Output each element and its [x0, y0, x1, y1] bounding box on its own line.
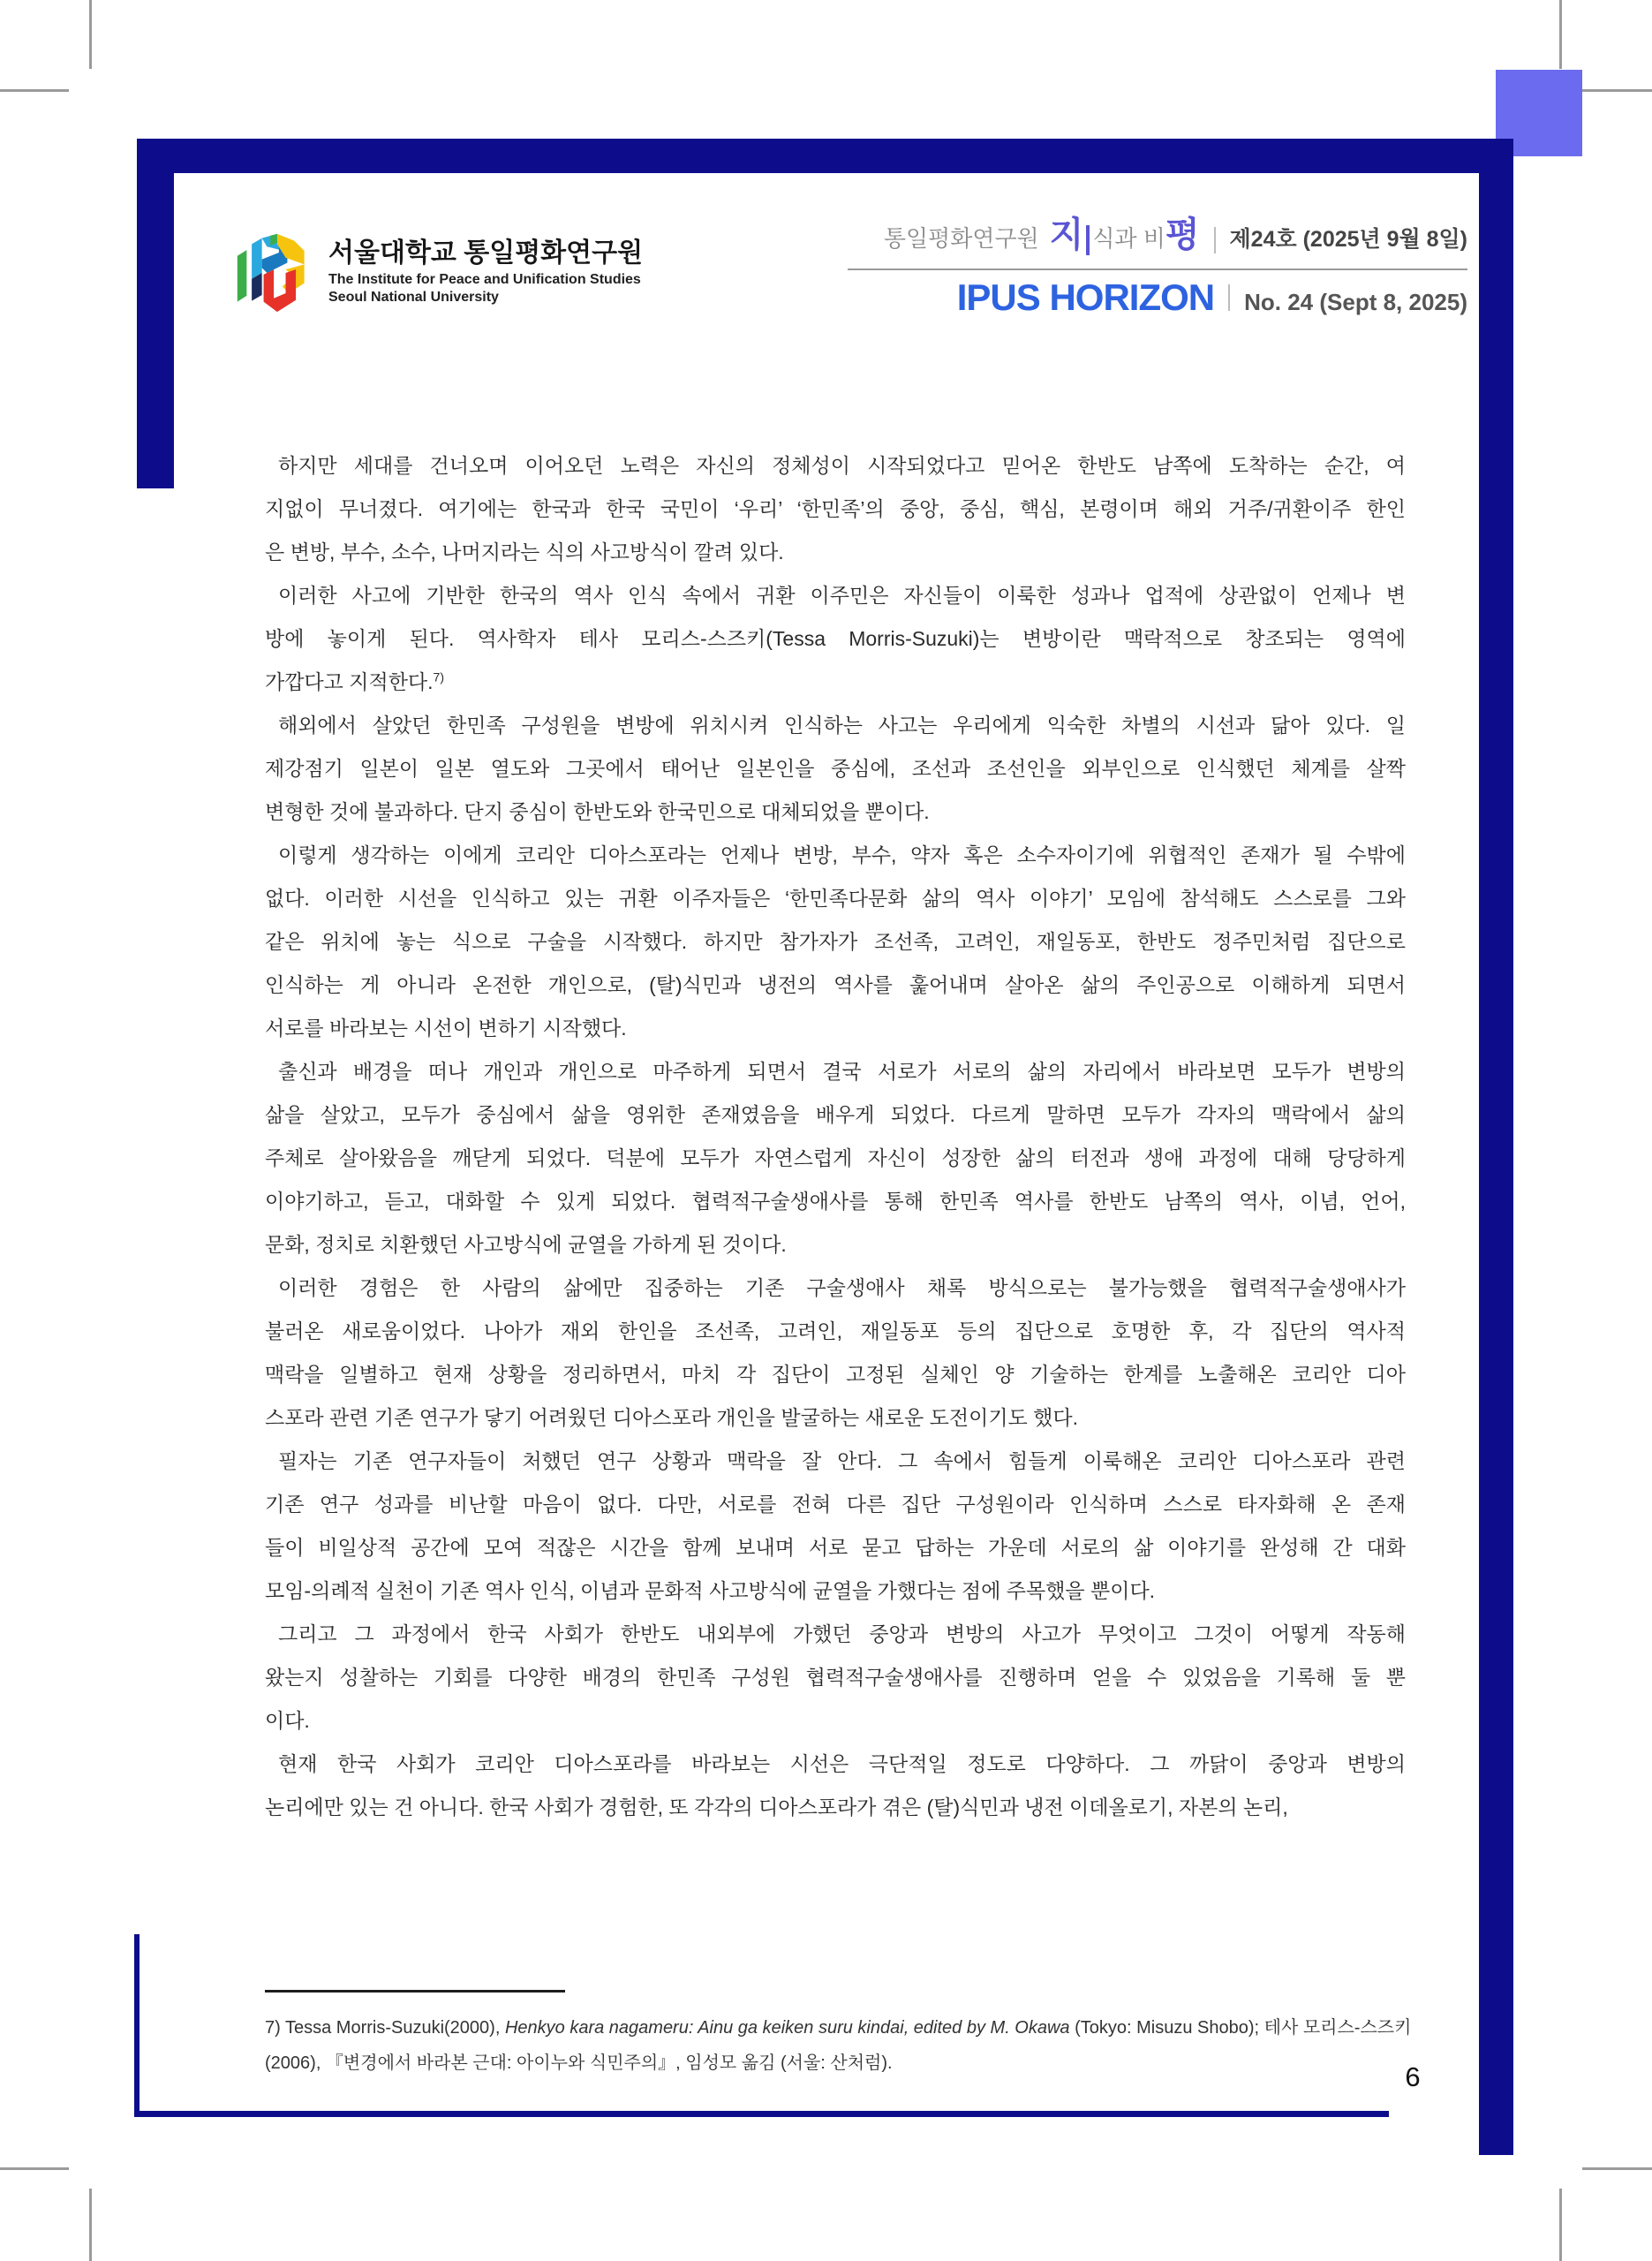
body-line: 그리고 그 과정에서 한국 사회가 한반도 내외부에 가했던 중앙과 변방의 사고가 무엇이고 그것이 어떻게 작동해 [278, 1622, 1406, 1645]
body-line: 논리에만 있는 건 아니다. 한국 사회가 경험한, 또 각각의 디아스포라가 겪은 (탈)식민과 냉전 이데올로기, 자본의 논리, [265, 1796, 1288, 1819]
body-line: 없다. 이러한 시선을 인식하고 있는 귀환 이주자들은 ‘한민족다문화 삶의 역사 이야기’ 모임에 참석해도 스스로를 그와 [265, 887, 1406, 910]
page-number: 6 [1405, 2061, 1421, 2092]
body-line: 필자는 기존 연구자들이 처했던 연구 상황과 맥락을 잘 안다. 그 속에서 힘들게 이룩해온 코리안 디아스포라 관련 [278, 1449, 1406, 1472]
institute-name-block [328, 238, 643, 306]
crop-mark-bottom-right-vertical [1559, 2189, 1562, 2261]
body-line: 문화, 정치로 치환했던 사고방식에 균열을 가하게 된 것이다. [265, 1233, 787, 1256]
article-body [265, 444, 1406, 1829]
frame-right-bar [1479, 139, 1513, 2155]
body-line: 이다. [265, 1709, 310, 1732]
body-line: 제강점기 일본이 일본 열도와 그곳에서 태어난 일본인을 중심에, 조선과 조선인을 외부인으로 인식했던 체계를 살짝 [265, 757, 1406, 780]
masthead-accent-bar [1086, 225, 1090, 255]
masthead [848, 217, 1467, 317]
body-line: 기존 연구 성과를 비난할 마음이 없다. 다만, 서로를 전혀 다른 집단 구성원이라 인식하며 스스로 타자화해 온 존재 [265, 1493, 1406, 1516]
institute-name-english [328, 271, 643, 306]
institute-name-english-line1: The Institute for Peace and Unification Studies [328, 272, 641, 287]
masthead-divider-bottom [1228, 284, 1230, 311]
crop-mark-bottom-left-horizontal [0, 2167, 69, 2170]
masthead-kr-mid: 식과 비 [1092, 225, 1165, 252]
footnote-line: 7) Tessa Morris-Suzuki(2000), Henkyo kara nagameru: Ainu ga keiken suru kindai, edited by M. Okawa (Tokyo: Misuzu Shobo); 테사 모리스-스즈키 [265, 2018, 1412, 2038]
masthead-kr-emphasis-1: 지 [1049, 216, 1084, 254]
frame-top-bar [137, 139, 1513, 173]
body-line: 이렇게 생각하는 이에게 코리안 디아스포라는 언제나 변방, 부수, 약자 혹은 소수자이기에 위협적인 존재가 될 수밖에 [278, 843, 1406, 866]
crop-mark-bottom-left-vertical [89, 2189, 92, 2261]
masthead-english-line [848, 278, 1467, 317]
institute-name-english-line2: Seoul National University [328, 290, 499, 305]
body-line: 현재 한국 사회가 코리안 디아스포라를 바라보는 시선은 극단적일 정도로 다양하다. 그 까닭이 중앙과 변방의 [278, 1752, 1406, 1775]
body-line: 주체로 살아왔음을 깨닫게 되었다. 덕분에 모두가 자연스럽게 자신이 성장한 삶의 터전과 생애 과정에 대해 당당하게 [265, 1146, 1406, 1169]
institute-name-korean: 서울대학교 통일평화연구원 [328, 238, 644, 268]
masthead-en-issue: No. 24 (Sept 8, 2025) [1244, 289, 1467, 315]
footnote [265, 2010, 1413, 2081]
body-line: 하지만 세대를 건너오며 이어오던 노력은 자신의 정체성이 시작되었다고 믿어온 한반도 남쪽에 도착하는 순간, 여 [278, 454, 1406, 477]
masthead-kr-emphasis-2: 평 [1165, 216, 1200, 254]
ipus-logo [233, 231, 318, 315]
frame-bottom-left-line [134, 1934, 140, 2117]
body-line: 맥락을 일별하고 현재 상황을 정리하면서, 마치 각 집단이 고정된 실체인 양 기술하는 한계를 노출해온 코리안 디아 [265, 1363, 1406, 1386]
crop-mark-top-right-horizontal [1582, 89, 1652, 92]
body-line: 같은 위치에 놓는 식으로 구술을 시작했다. 하지만 참가자가 조선족, 고려인, 재일동포, 한반도 정주민처럼 집단으로 [265, 930, 1406, 953]
masthead-kr-issue: 제24호 (2025년 9월 8일) [1229, 227, 1467, 252]
masthead-kr-prefix: 통일평화연구원 [883, 225, 1039, 252]
body-line: 이러한 사고에 기반한 한국의 역사 인식 속에서 귀환 이주민은 자신들이 이룩한 성과나 업적에 상관없이 언제나 변 [278, 584, 1406, 607]
body-line: 은 변방, 부수, 소수, 나머지라는 식의 사고방식이 깔려 있다. [265, 541, 784, 563]
body-line: 왔는지 성찰하는 기회를 다양한 배경의 한민족 구성원 협력적구술생애사를 진행하며 얻을 수 있었음을 기록해 둘 뿐 [265, 1666, 1406, 1689]
crop-mark-bottom-right-horizontal [1582, 2167, 1652, 2170]
masthead-rule [848, 268, 1467, 270]
body-line: 해외에서 살았던 한민족 구성원을 변방에 위치시켜 인식하는 사고는 우리에게 익숙한 차별의 시선과 닮아 있다. 일 [278, 714, 1406, 737]
body-line: 들이 비일상적 공간에 모여 적잖은 시간을 함께 보내며 서로 묻고 답하는 가운데 서로의 삶 이야기를 완성해 간 대화 [265, 1536, 1406, 1559]
body-line: 지없이 무너졌다. 여기에는 한국과 한국 국민이 ‘우리’ ‘한민족’의 중앙, 중심, 핵심, 본령이며 해외 거주/귀환이주 한인 [265, 497, 1406, 520]
footnote-line: (2006), 『변경에서 바라본 근대: 아이누와 식민주의』, 임성모 옮김 (서울: 산처럼). [265, 2053, 893, 2073]
body-line: 불러온 새로움이었다. 나아가 재외 한인을 조선족, 고려인, 재일동포 등의 집단으로 호명한 후, 각 집단의 역사적 [265, 1320, 1406, 1342]
footnote-rule [265, 1990, 565, 1993]
body-line: 방에 놓이게 된다. 역사학자 테사 모리스-스즈키(Tessa Morris-Suzuki)는 변방이란 맥락적으로 창조되는 영역에 [265, 627, 1406, 650]
body-line: 서로를 바라보는 시선이 변하기 시작했다. [265, 1017, 627, 1040]
body-line: 출신과 배경을 떠나 개인과 개인으로 마주하게 되면서 결국 서로가 서로의 삶의 자리에서 바라보면 모두가 변방의 [278, 1060, 1406, 1083]
ipus-logo-mark [233, 231, 318, 315]
crop-mark-top-right-vertical [1559, 0, 1562, 69]
body-line: 인식하는 게 아니라 온전한 개인으로, (탈)식민과 냉전의 역사를 훑어내며 살아온 삶의 주인공으로 이해하게 되면서 [265, 973, 1406, 996]
body-line: 이러한 경험은 한 사람의 삶에만 집중하는 기존 구술생애사 채록 방식으로는 불가능했을 협력적구술생애사가 [278, 1276, 1406, 1299]
body-line: 모임-의례적 실천이 기존 역사 인식, 이념과 문화적 사고방식에 균열을 가했다는 점에 주목했을 뿐이다. [265, 1579, 1156, 1602]
body-line: 이야기하고, 듣고, 대화할 수 있게 되었다. 협력적구술생애사를 통해 한민족 역사를 한반도 남쪽의 역사, 이념, 언어, [265, 1190, 1406, 1213]
body-line: 변형한 것에 불과하다. 단지 중심이 한반도와 한국민으로 대체되었을 뿐이다. [265, 800, 930, 823]
masthead-divider-top [1214, 227, 1216, 253]
body-line: 가깝다고 지적한다.$^{7)}$ [265, 669, 444, 693]
masthead-en-title: IPUS HORIZON [956, 276, 1215, 318]
crop-mark-top-left-horizontal [0, 89, 69, 92]
masthead-korean-line [848, 217, 1467, 263]
body-line: 스포라 관련 기존 연구가 닿기 어려웠던 디아스포라 개인을 발굴하는 새로운 도전이기도 했다. [265, 1406, 1078, 1429]
body-line: 삶을 살았고, 모두가 중심에서 삶을 영위한 존재였음을 배우게 되었다. 다르게 말하면 모두가 각자의 맥락에서 삶의 [265, 1103, 1406, 1126]
crop-mark-top-left-vertical [89, 0, 92, 69]
frame-bottom-line [134, 2111, 1389, 2117]
frame-left-bar [137, 139, 174, 488]
